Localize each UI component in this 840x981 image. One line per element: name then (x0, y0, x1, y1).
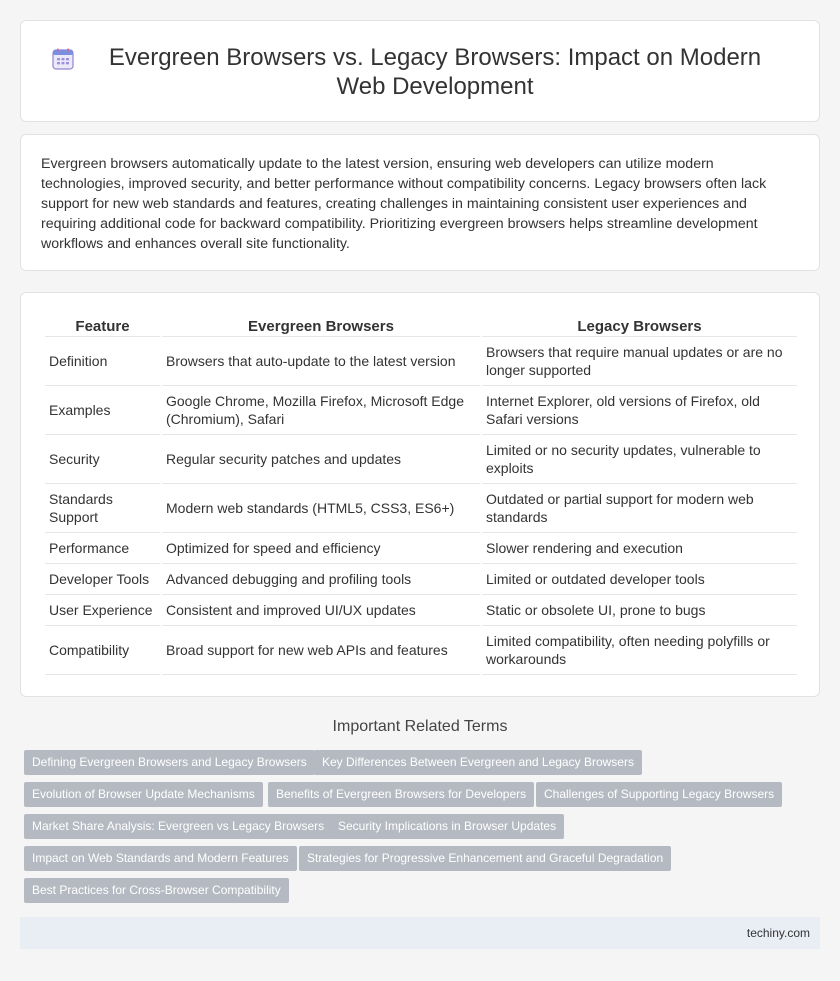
feature-cell: Standards Support (45, 484, 160, 533)
related-term-tag[interactable]: Best Practices for Cross-Browser Compatibility (24, 878, 289, 903)
evergreen-cell: Modern web standards (HTML5, CSS3, ES6+) (162, 484, 480, 533)
table-row (45, 484, 797, 533)
related-terms-heading: Important Related Terms (332, 718, 508, 735)
intro-paragraph: Evergreen browsers automatically update to the latest version, ensuring web developers can utilize modern technologies, improved security, and better performance without compatibility concerns. Legacy browsers often lack support for new web standards and features, creating challenges in maintaining consistent user experiences and requiring additional code for backward compatibility. Prioritizing evergreen browsers helps streamline development workflows and enhances overall site functionality. (41, 156, 767, 252)
evergreen-cell: Browsers that auto-update to the latest version (162, 337, 480, 386)
legacy-cell: Limited or outdated developer tools (482, 564, 797, 595)
evergreen-cell: Optimized for speed and efficiency (162, 533, 480, 564)
table-row (45, 386, 797, 435)
feature-cell: Developer Tools (45, 564, 160, 595)
comparison-table-card (20, 292, 820, 697)
footer-bar (20, 917, 820, 949)
related-term-tag[interactable]: Security Implications in Browser Updates (330, 814, 564, 839)
related-term-tag[interactable]: Strategies for Progressive Enhancement and Graceful Degradation (299, 846, 671, 871)
legacy-cell: Outdated or partial support for modern web standards (482, 484, 797, 533)
intro-card (20, 134, 820, 271)
table-row (45, 595, 797, 626)
legacy-cell: Limited or no security updates, vulnerable to exploits (482, 435, 797, 484)
related-term-tag[interactable]: Market Share Analysis: Evergreen vs Legacy Browsers (24, 814, 332, 839)
related-term-tag[interactable]: Challenges of Supporting Legacy Browsers (536, 782, 782, 807)
column-header-evergreen: Evergreen Browsers (162, 315, 480, 337)
feature-cell: Compatibility (45, 626, 160, 675)
table-row (45, 533, 797, 564)
related-term-tag[interactable]: Benefits of Evergreen Browsers for Developers (268, 782, 534, 807)
table-row (45, 435, 797, 484)
evergreen-cell: Consistent and improved UI/UX updates (162, 595, 480, 626)
feature-cell: Security (45, 435, 160, 484)
feature-cell: Examples (45, 386, 160, 435)
page-title: Evergreen Browsers vs. Legacy Browsers: Impact on Modern Web Development (108, 44, 762, 100)
related-term-tag[interactable]: Key Differences Between Evergreen and Legacy Browsers (314, 750, 642, 775)
comparison-table (43, 315, 799, 675)
table-row (45, 564, 797, 595)
feature-cell: Definition (45, 337, 160, 386)
legacy-cell: Internet Explorer, old versions of Firefox, old Safari versions (482, 386, 797, 435)
evergreen-cell: Google Chrome, Mozilla Firefox, Microsoft Edge (Chromium), Safari (162, 386, 480, 435)
legacy-cell: Slower rendering and execution (482, 533, 797, 564)
feature-cell: Performance (45, 533, 160, 564)
evergreen-cell: Broad support for new web APIs and features (162, 626, 480, 675)
related-term-tag[interactable]: Evolution of Browser Update Mechanisms (24, 782, 263, 807)
related-term-tag[interactable]: Impact on Web Standards and Modern Features (24, 846, 297, 871)
feature-cell: User Experience (45, 595, 160, 626)
legacy-cell: Limited compatibility, often needing polyfills or workarounds (482, 626, 797, 675)
evergreen-cell: Advanced debugging and profiling tools (162, 564, 480, 595)
table-header-row (45, 315, 797, 337)
footer-site-link[interactable]: techiny.com (746, 926, 810, 940)
related-term-tag[interactable]: Defining Evergreen Browsers and Legacy Browsers (24, 750, 315, 775)
table-row (45, 337, 797, 386)
column-header-legacy: Legacy Browsers (482, 315, 797, 337)
column-header-feature: Feature (45, 315, 160, 337)
evergreen-cell: Regular security patches and updates (162, 435, 480, 484)
header-card (20, 20, 820, 122)
legacy-cell: Static or obsolete UI, prone to bugs (482, 595, 797, 626)
table-row (45, 626, 797, 675)
legacy-cell: Browsers that require manual updates or are no longer supported (482, 337, 797, 386)
